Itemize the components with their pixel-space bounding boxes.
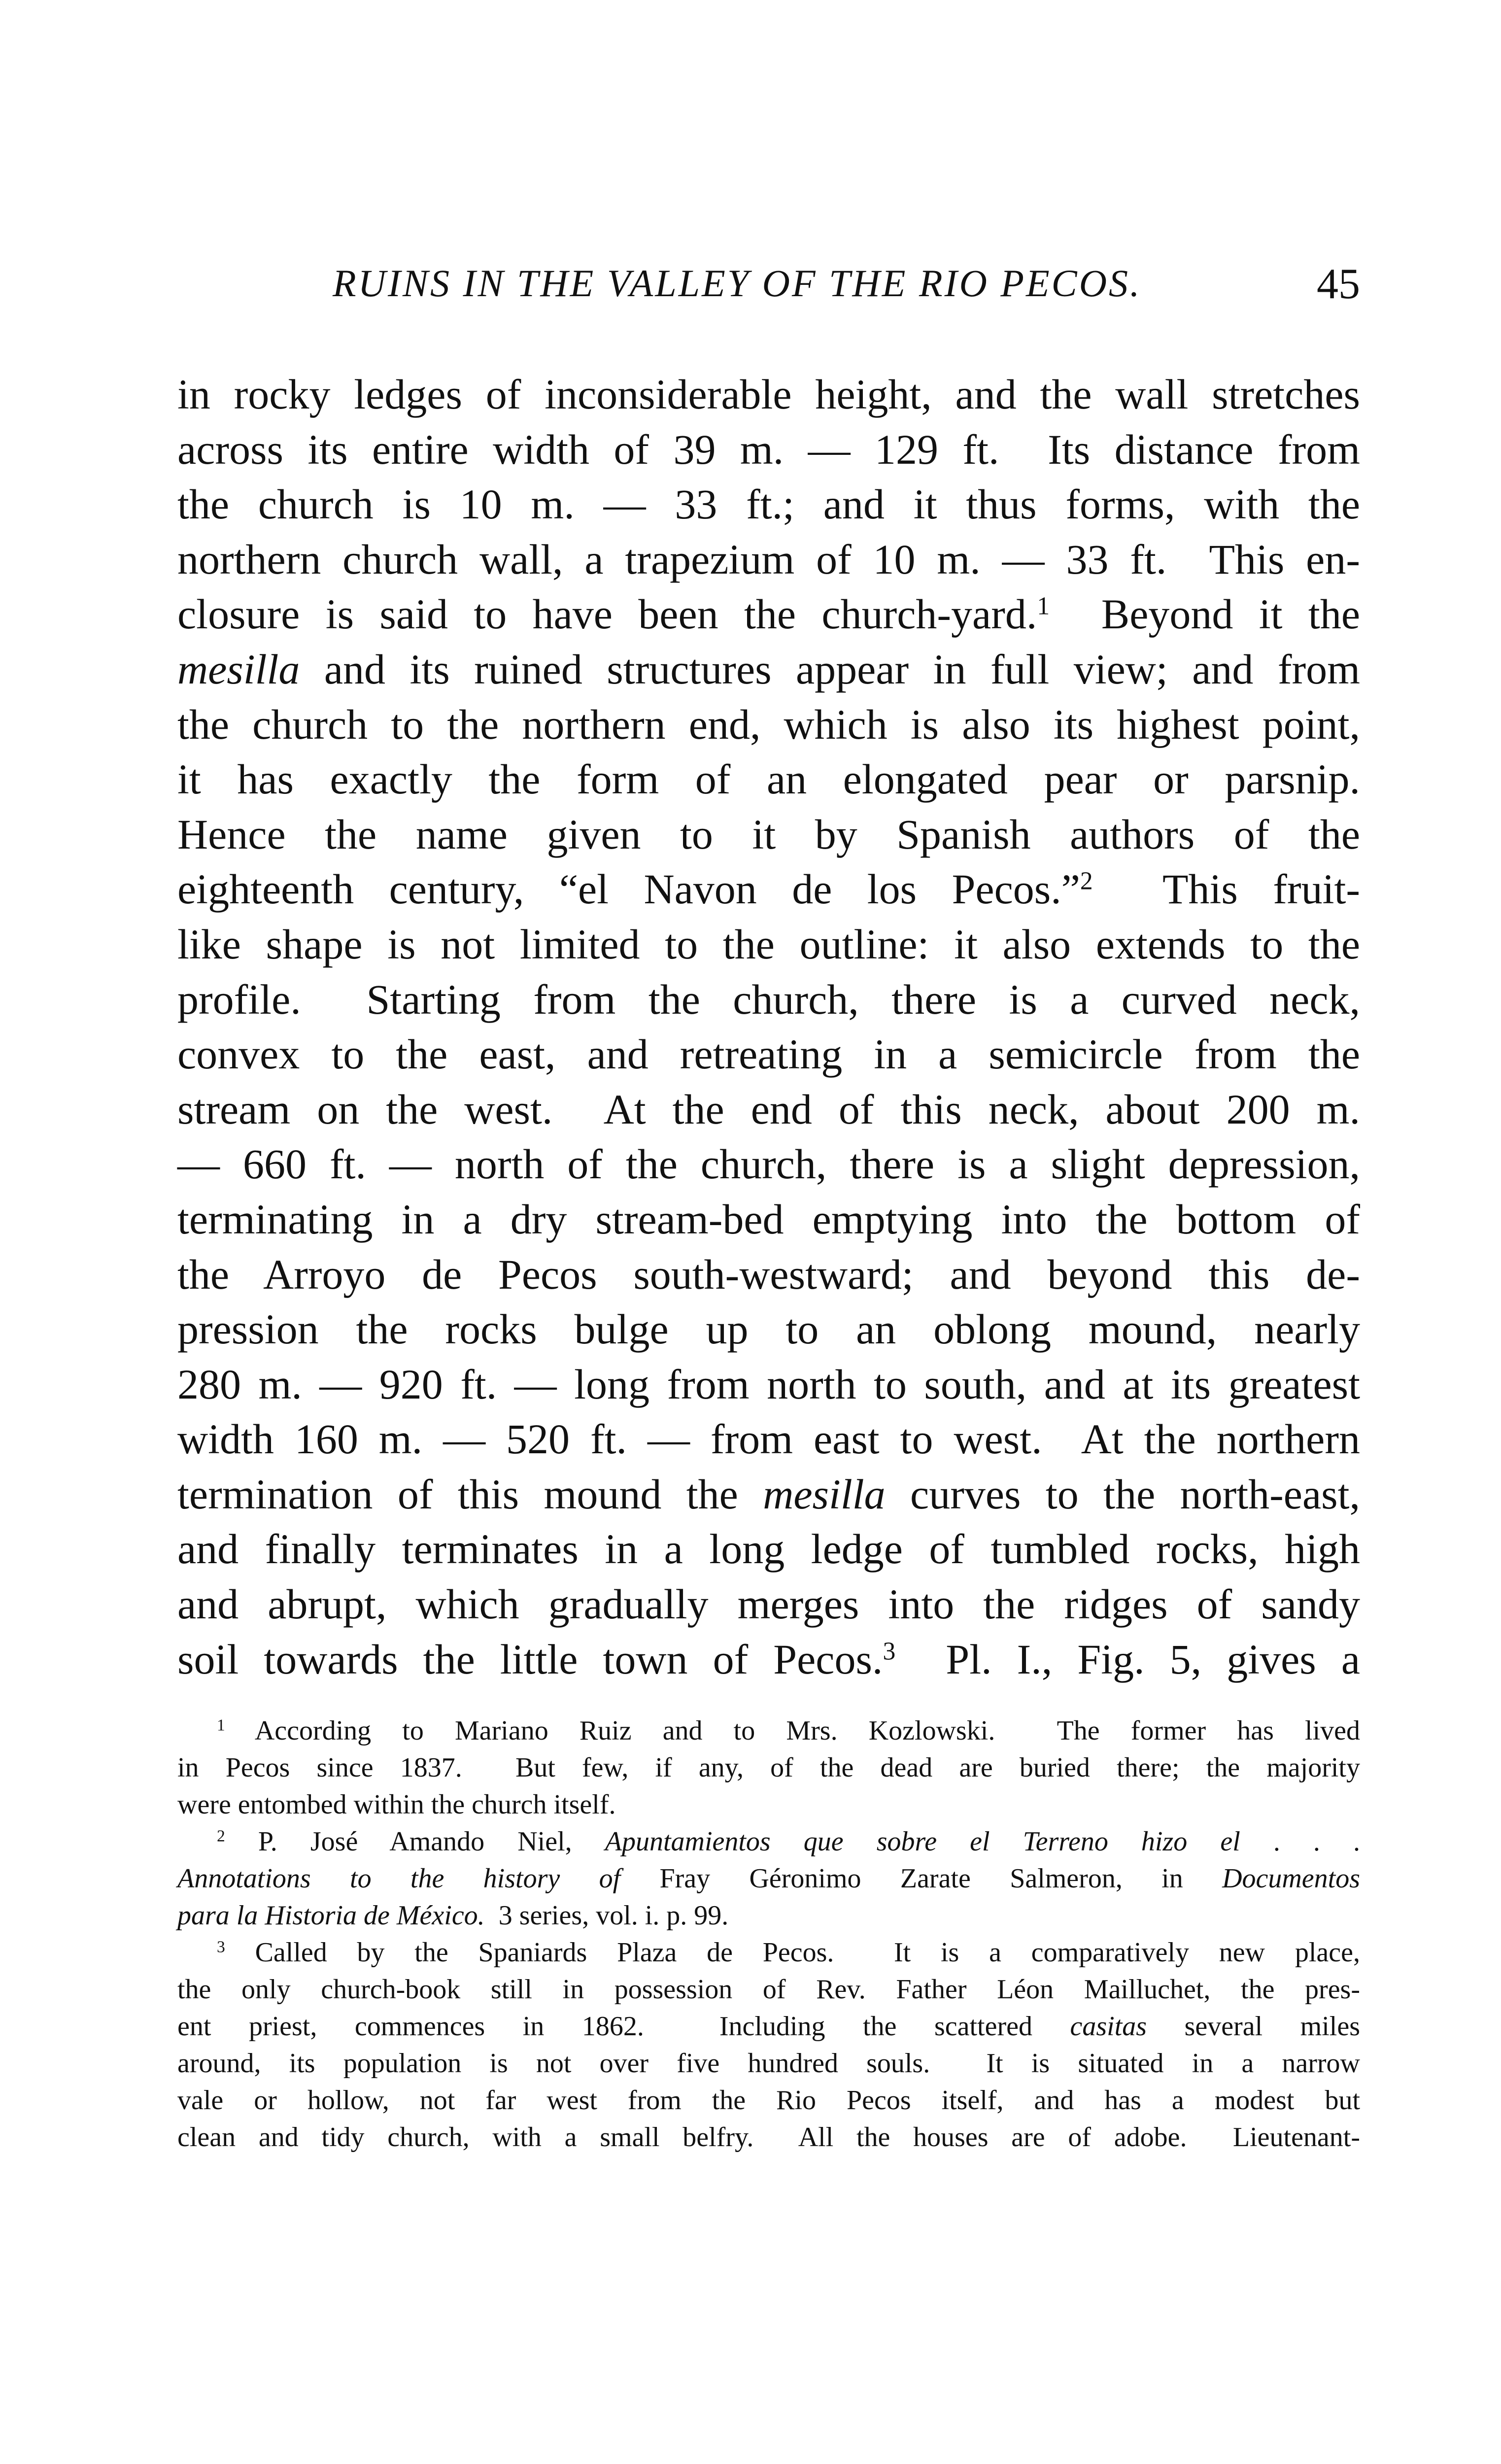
text-segment: According to Mariano Ruiz and to Mrs. Kozlowski. The former has lived: [225, 1715, 1360, 1746]
text-segment: Pl. I., Fig. 5, gives a: [895, 1635, 1361, 1683]
text-segment: Fray Géronimo Zarate Salmeron, in: [620, 1863, 1223, 1894]
text-segment: across its entire width of 39 m. — 129 ft. Its distance from: [177, 425, 1360, 473]
text-segment: . . .: [1240, 1826, 1361, 1857]
text-line: [177, 1357, 1360, 1412]
footnote-line: [177, 1971, 1360, 2008]
text-segment: the Arroyo de Pecos south-westward; and beyond this de-: [177, 1250, 1360, 1298]
italic-text: casitas: [1070, 2011, 1147, 2042]
text-segment: convex to the east, and retreating in a semicircle from the: [177, 1030, 1360, 1078]
italic-text: mesilla: [177, 645, 300, 693]
text-segment: width 160 m. — 520 ft. — from east to west. At the northern: [177, 1415, 1360, 1463]
text-line: [177, 1137, 1360, 1192]
text-line: [177, 1192, 1360, 1247]
text-segment: 3 series, vol. i. p. 99.: [484, 1900, 729, 1931]
footnote-line: [177, 2008, 1360, 2045]
footnote-line: [177, 1934, 1360, 1971]
footnote-line: [177, 1860, 1360, 1897]
text-line: [177, 367, 1360, 422]
footnote-marker: 1: [1037, 592, 1050, 620]
text-line: [177, 697, 1360, 753]
text-segment: This fruit-: [1092, 865, 1361, 913]
text-segment: in rocky ledges of inconsiderable height, and the wall stretches: [177, 371, 1360, 418]
body-text: [177, 367, 1360, 1687]
text-line: [177, 1412, 1360, 1467]
text-segment: curves to the north-east,: [885, 1470, 1360, 1518]
text-line: [177, 1522, 1360, 1577]
text-segment: in Pecos since 1837. But few, if any, of the dead are buried there; the majority: [177, 1752, 1360, 1783]
text-segment: terminating in a dry stream-bed emptying into the bottom of: [177, 1195, 1360, 1243]
text-line: [177, 642, 1360, 697]
italic-text: Apuntamientos que sobre el Terreno hizo el: [605, 1826, 1240, 1857]
footnote-line: [177, 1897, 1360, 1934]
italic-text: para la Historia de México.: [177, 1900, 485, 1931]
text-segment: the church is 10 m. — 33 ft.; and it thus forms, with the: [177, 480, 1360, 528]
text-segment: around, its population is not over five hundred souls. It is situated in a narrow: [177, 2048, 1360, 2079]
text-segment: it has exactly the form of an elongated pear or parsnip.: [177, 755, 1360, 803]
text-segment: eighteenth century, “el Navon de los Pecos.”: [177, 865, 1080, 913]
footnote-line: [177, 1712, 1360, 1749]
text-line: [177, 1247, 1360, 1302]
text-segment: northern church wall, a trapezium of 10 m. — 33 ft. This en-: [177, 535, 1360, 583]
text-segment: — 660 ft. — north of the church, there is a slight depression,: [177, 1140, 1360, 1188]
footnote-line: [177, 2119, 1360, 2156]
page-number: 45: [1317, 260, 1360, 308]
text-segment: the church to the northern end, which is also its highest point,: [177, 700, 1360, 748]
text-line: [177, 917, 1360, 972]
text-segment: Hence the name given to it by Spanish authors of the: [177, 810, 1360, 858]
text-segment: closure is said to have been the church-yard.: [177, 590, 1037, 638]
text-segment: and its ruined structures appear in full view; and from: [300, 645, 1360, 693]
text-segment: 280 m. — 920 ft. — long from north to south, and at its greatest: [177, 1360, 1360, 1408]
text-segment: clean and tidy church, with a small belfry. All the houses are of adobe. Lieutenant-: [177, 2122, 1360, 2153]
text-line: [177, 1467, 1360, 1522]
text-segment: the only church-book still in possession of Rev. Father Léon Mailluchet, the pres-: [177, 1974, 1360, 2005]
text-segment: profile. Starting from the church, there is a curved neck,: [177, 975, 1360, 1023]
footnote-marker: 3: [217, 1938, 225, 1956]
running-title: RUINS IN THE VALLEY OF THE RIO PECOS.: [333, 262, 1142, 305]
text-segment: and finally terminates in a long ledge of tumbled rocks, high: [177, 1525, 1360, 1573]
footnote-line: [177, 1749, 1360, 1786]
footnotes: [177, 1712, 1360, 2156]
text-line: [177, 972, 1360, 1027]
text-segment: and abrupt, which gradually merges into the ridges of sandy: [177, 1580, 1360, 1628]
text-line: [177, 532, 1360, 587]
text-segment: several miles: [1147, 2011, 1361, 2042]
text-line: [177, 1302, 1360, 1357]
text-line: [177, 422, 1360, 478]
text-line: [177, 862, 1360, 917]
italic-text: Annotations to the history of: [177, 1863, 621, 1894]
text-segment: stream on the west. At the end of this neck, about 200 m.: [177, 1085, 1360, 1133]
text-line: [177, 1082, 1360, 1137]
italic-text: Documentos: [1222, 1863, 1361, 1894]
footnote-marker: 1: [217, 1716, 225, 1735]
text-segment: like shape is not limited to the outline: it also extends to the: [177, 920, 1360, 968]
text-line: [177, 752, 1360, 807]
italic-text: mesilla: [763, 1470, 886, 1518]
text-segment: P. José Amando Niel,: [225, 1826, 605, 1857]
footnote-marker: 2: [1080, 867, 1093, 895]
text-line: [177, 587, 1360, 642]
footnote-line: [177, 1823, 1360, 1860]
text-segment: were entombed within the church itself.: [177, 1789, 616, 1820]
text-segment: vale or hollow, not far west from the Rio Pecos itself, and has a modest but: [177, 2085, 1360, 2116]
footnote-marker: 2: [217, 1827, 225, 1846]
text-line: [177, 477, 1360, 532]
footnote-marker: 3: [883, 1637, 896, 1666]
text-segment: Called by the Spaniards Plaza de Pecos. It is a comparatively new place,: [225, 1937, 1360, 1968]
text-line: [177, 807, 1360, 862]
text-line: [177, 1027, 1360, 1082]
text-line: [177, 1632, 1360, 1687]
text-segment: soil towards the little town of Pecos.: [177, 1635, 883, 1683]
text-segment: ent priest, commences in 1862. Including the scattered: [177, 2011, 1070, 2042]
text-segment: pression the rocks bulge up to an oblong mound, nearly: [177, 1305, 1360, 1353]
footnote-line: [177, 2082, 1360, 2119]
footnote-line: [177, 1786, 1360, 1823]
text-segment: termination of this mound the: [177, 1470, 763, 1518]
running-header: [177, 261, 1360, 315]
text-line: [177, 1577, 1360, 1632]
text-segment: Beyond it the: [1050, 590, 1360, 638]
footnote-line: [177, 2045, 1360, 2082]
